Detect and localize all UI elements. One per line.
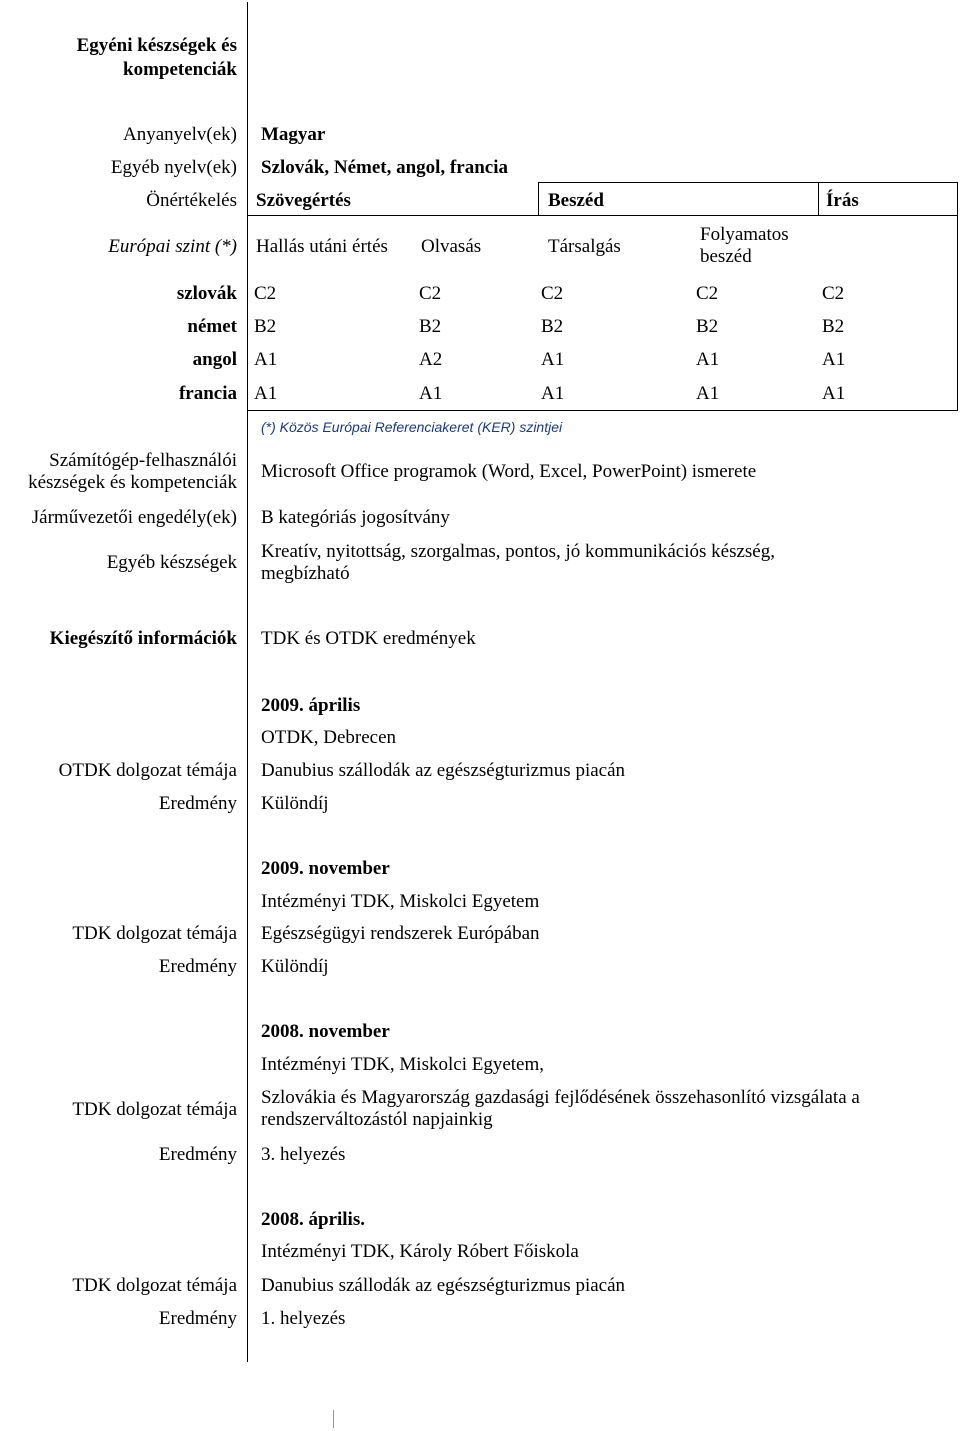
section-heading: Egyéni készségek és kompetenciák <box>76 35 237 80</box>
driving-licence-label: Járművezetői engedély(ek) <box>31 507 237 528</box>
level-cell: C2 <box>696 283 719 304</box>
lang-name: francia <box>178 383 237 404</box>
col-production: Folyamatos beszéd <box>700 224 789 267</box>
entry-result: 1. helyezés <box>261 1308 346 1329</box>
entry-date: 2009. április <box>261 695 361 716</box>
computer-skills-value: Microsoft Office programok (Word, Excel, PowerPoint) ismerete <box>261 461 757 482</box>
entry-venue: Intézményi TDK, Miskolci Egyetem, <box>261 1054 545 1075</box>
entry-topic: Egészségügyi rendszerek Európában <box>261 923 540 944</box>
level-cell: A1 <box>696 383 720 404</box>
entry-venue: OTDK, Debrecen <box>261 727 397 748</box>
entry-result-label: Eredmény <box>158 1308 237 1329</box>
col-listening: Hallás utáni értés <box>256 236 388 257</box>
entry-result-label: Eredmény <box>158 793 237 814</box>
computer-skills-label: Számítógép-felhasználói készségek és kompetenciák <box>28 450 237 493</box>
level-cell: B2 <box>696 316 719 337</box>
footer-mark <box>333 1410 334 1428</box>
level-cell: A1 <box>541 383 565 404</box>
other-languages-value: Szlovák, Német, angol, francia <box>261 157 508 178</box>
entry-venue: Intézményi TDK, Miskolci Egyetem <box>261 891 540 912</box>
table-border-header <box>248 215 958 216</box>
table-border-top <box>538 182 958 183</box>
level-cell: B2 <box>254 316 277 337</box>
group-speaking: Beszéd <box>548 190 604 211</box>
col-interaction: Társalgás <box>548 236 621 257</box>
european-level-label: Európai szint (*) <box>108 236 237 257</box>
table-border-bottom <box>248 410 958 411</box>
lang-name: szlovák <box>176 283 237 304</box>
table-divider-speaking <box>538 182 539 215</box>
level-cell: A1 <box>541 349 565 370</box>
entry-result: Különdíj <box>261 793 329 814</box>
entry-topic-label: TDK dolgozat témája <box>72 1275 237 1296</box>
level-cell: C2 <box>419 283 442 304</box>
entry-topic: Danubius szállodák az egészségturizmus piacán <box>261 1275 626 1296</box>
level-cell: A1 <box>696 349 720 370</box>
entry-date: 2009. november <box>261 858 390 879</box>
level-cell: B2 <box>419 316 442 337</box>
other-skills-label: Egyéb készségek <box>106 552 237 573</box>
lang-name: német <box>187 316 237 337</box>
cefr-footnote: (*) Közös Európai Referenciakeret (KER) szintjei <box>261 419 563 435</box>
level-cell: A1 <box>254 349 278 370</box>
entry-date: 2008. november <box>261 1021 390 1042</box>
entry-topic-label: OTDK dolgozat témája <box>58 760 237 781</box>
entry-date: 2008. április. <box>261 1209 365 1230</box>
table-border-right <box>957 182 958 410</box>
entry-topic-label: TDK dolgozat témája <box>72 923 237 944</box>
entry-topic: Danubius szállodák az egészségturizmus piacán <box>261 760 626 781</box>
entry-topic-label: TDK dolgozat témája <box>72 1099 237 1120</box>
table-divider-writing <box>818 182 819 215</box>
level-cell: A1 <box>419 383 443 404</box>
level-cell: A1 <box>822 383 846 404</box>
entry-result-label: Eredmény <box>158 1144 237 1165</box>
level-cell: B2 <box>541 316 564 337</box>
level-cell: A1 <box>254 383 278 404</box>
group-understanding: Szövegértés <box>256 190 351 211</box>
entry-result: Különdíj <box>261 956 329 977</box>
column-divider <box>247 2 248 1362</box>
other-languages-label: Egyéb nyelv(ek) <box>110 157 237 178</box>
entry-result: 3. helyezés <box>261 1144 346 1165</box>
level-cell: A1 <box>822 349 846 370</box>
other-skills-value: Kreatív, nyitottság, szorgalmas, pontos, jó kommunikációs készség, megbízható <box>261 541 775 584</box>
entry-venue: Intézményi TDK, Károly Róbert Főiskola <box>261 1241 579 1262</box>
entry-result-label: Eredmény <box>158 956 237 977</box>
level-cell: B2 <box>822 316 845 337</box>
extra-info-value: TDK és OTDK eredmények <box>261 628 476 649</box>
group-writing: Írás <box>826 190 859 211</box>
driving-licence-value: B kategóriás jogosítvány <box>261 507 450 528</box>
level-cell: C2 <box>254 283 277 304</box>
self-assessment-label: Önértékelés <box>146 190 237 211</box>
entry-topic: Szlovákia és Magyarország gazdasági fejlődésének összehasonlító vizsgálata a rendszerváltozástól napjainkig <box>261 1087 860 1130</box>
lang-name: angol <box>192 349 237 370</box>
level-cell: C2 <box>822 283 845 304</box>
mother-tongue-label: Anyanyelv(ek) <box>123 124 237 145</box>
level-cell: A2 <box>419 349 443 370</box>
extra-info-label: Kiegészítő információk <box>49 628 237 649</box>
col-reading: Olvasás <box>421 236 482 257</box>
mother-tongue-value: Magyar <box>261 124 326 145</box>
level-cell: C2 <box>541 283 564 304</box>
